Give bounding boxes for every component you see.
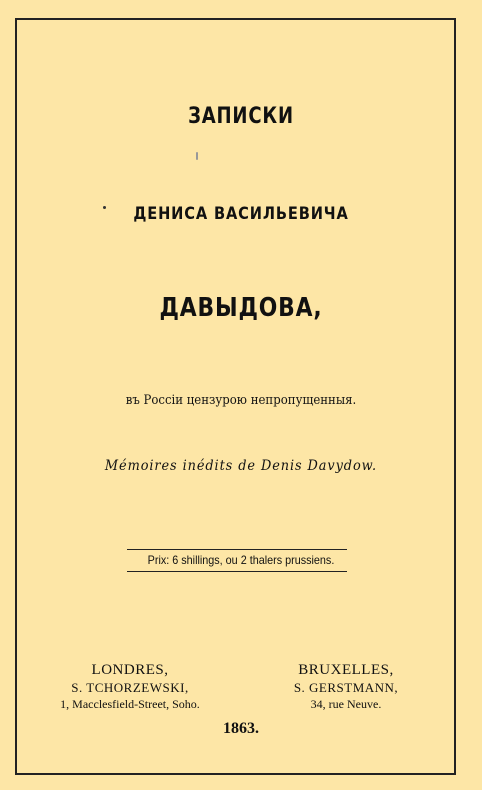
imprint-city: LONDRES, [91,662,169,678]
imprint-publisher: S. TCHORZEWSKI, [71,680,189,695]
price-line: Prix: 6 shillings, ou 2 thalers prussiens. [147,553,335,567]
ink-speck [196,152,198,160]
title-line-2: ДЕНИСА ВАСИЛЬЕВИЧА [133,204,349,224]
subtitle-russian: въ Россіи цензурою непропущенныя. [125,393,357,408]
imprint-london [30,662,230,713]
publication-year: 1863. [223,720,259,737]
title-line-1: ЗАПИСКИ [188,104,294,129]
imprint-brussels [246,662,446,713]
imprint-city: BRUXELLES, [298,662,394,678]
title-line-3: ДАВЫДОВА, [159,293,323,323]
imprint-address: 1, Macclesfield-Street, Soho. [60,697,200,711]
imprint-address: 34, rue Neuve. [310,697,382,711]
price-rule-bottom [127,571,347,572]
subtitle-french: Mémoires inédits de Denis Davydow. [104,458,378,474]
imprint-publisher: S. GERSTMANN, [293,680,399,695]
price-rule-top [127,549,347,550]
